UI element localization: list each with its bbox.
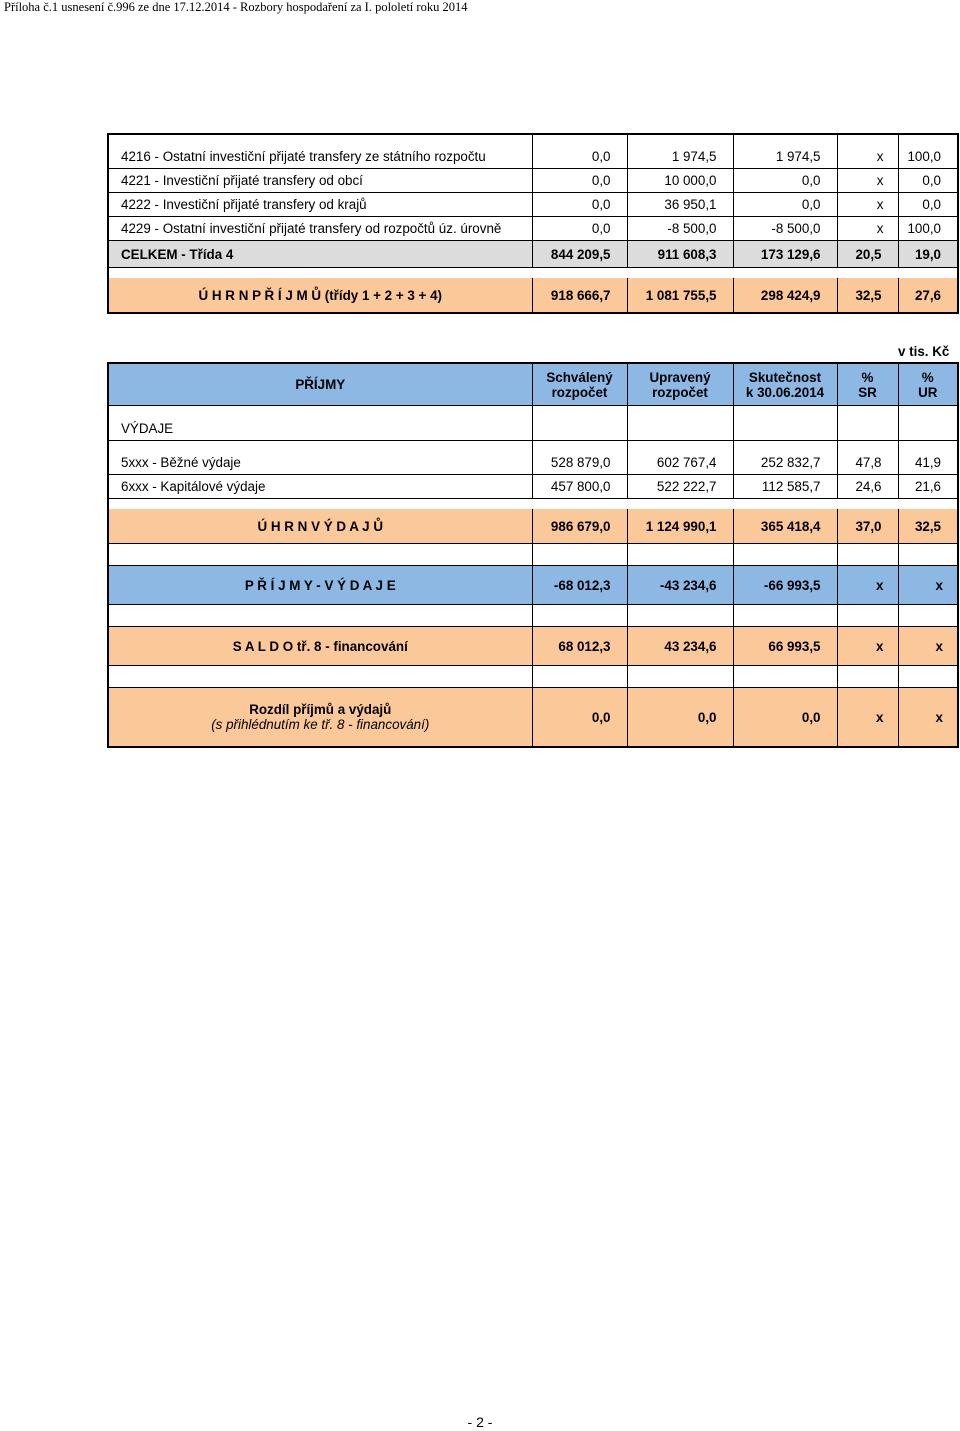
rozdil-label: Rozdíl příjmů a výdajů	[249, 702, 392, 717]
cell-pct-sr: x	[837, 217, 898, 241]
row-label: CELKEM - Třída 4	[108, 241, 532, 268]
cell-sr: 918 666,7	[532, 278, 627, 313]
cell-pct-sr: x	[837, 566, 898, 605]
cell-pct-ur: 32,5	[898, 509, 958, 544]
uhrn-vydaju-row	[108, 509, 958, 544]
celkem-row	[108, 241, 958, 268]
cell-sr: 528 879,0	[532, 451, 627, 475]
cell-pct-sr: x	[837, 193, 898, 217]
header-sr: Schválený rozpočet	[532, 363, 627, 406]
row-label: 6xxx - Kapitálové výdaje	[108, 475, 532, 499]
cell-ur: 522 222,7	[627, 475, 733, 499]
cell-sr: 0,0	[532, 193, 627, 217]
row-label	[108, 688, 532, 748]
spacer-row	[108, 666, 958, 688]
cell-sk: 0,0	[733, 688, 837, 748]
spacer-row	[108, 268, 958, 279]
table-row	[108, 217, 958, 241]
table-row	[108, 451, 958, 475]
header-pct-sr: % SR	[837, 363, 898, 406]
cell-pct-ur: 0,0	[898, 169, 958, 193]
row-label: 4222 - Investiční přijaté transfery od krajů	[108, 193, 532, 217]
cell-pct-sr: 20,5	[837, 241, 898, 268]
cell-sr: 68 012,3	[532, 627, 627, 666]
page-number: - 2 -	[467, 1414, 493, 1430]
cell-ur: 43 234,6	[627, 627, 733, 666]
cell-sk: 252 832,7	[733, 451, 837, 475]
cell-pct-sr: 47,8	[837, 451, 898, 475]
prijmy-vydaje-row	[108, 566, 958, 605]
cell-sk: 0,0	[733, 193, 837, 217]
cell-ur: -43 234,6	[627, 566, 733, 605]
cell-pct-ur: 21,6	[898, 475, 958, 499]
spacer-row	[108, 605, 958, 627]
cell-pct-sr: 24,6	[837, 475, 898, 499]
table-row	[108, 145, 958, 169]
row-label: S A L D O tř. 8 - financování	[108, 627, 532, 666]
cell-sk: -8 500,0	[733, 217, 837, 241]
cell-pct-sr: x	[837, 688, 898, 748]
saldo-row	[108, 627, 958, 666]
cell-pct-sr: 37,0	[837, 509, 898, 544]
cell-pct-sr: x	[837, 627, 898, 666]
cell-sk: 1 974,5	[733, 145, 837, 169]
unit-note: v tis. Kč	[898, 344, 950, 359]
spacer-row	[108, 441, 958, 452]
cell-pct-ur: x	[898, 566, 958, 605]
expense-table	[107, 362, 959, 748]
cell-sk: 112 585,7	[733, 475, 837, 499]
table-row	[108, 169, 958, 193]
row-label: 4221 - Investiční přijaté transfery od obcí	[108, 169, 532, 193]
vydaje-label: VÝDAJE	[108, 406, 532, 441]
rozdil-row	[108, 688, 958, 748]
cell-ur: 1 974,5	[627, 145, 733, 169]
income-table	[107, 133, 959, 314]
cell-sk: 66 993,5	[733, 627, 837, 666]
column-header-row	[108, 363, 958, 406]
cell-sr: 457 800,0	[532, 475, 627, 499]
spacer-row	[108, 134, 958, 145]
cell-ur: 1 124 990,1	[627, 509, 733, 544]
vydaje-row	[108, 406, 958, 441]
cell-ur: 911 608,3	[627, 241, 733, 268]
header-sk: Skutečnost k 30.06.2014	[733, 363, 837, 406]
header-ur: Upravený rozpočet	[627, 363, 733, 406]
cell-pct-ur: 27,6	[898, 278, 958, 313]
header-pct-ur: % UR	[898, 363, 958, 406]
row-label: 5xxx - Běžné výdaje	[108, 451, 532, 475]
cell-sk: 173 129,6	[733, 241, 837, 268]
cell-sr: 986 679,0	[532, 509, 627, 544]
cell-pct-ur: 100,0	[898, 217, 958, 241]
cell-sr: 0,0	[532, 145, 627, 169]
cell-sr: 0,0	[532, 688, 627, 748]
header-prijmy: PŘÍJMY	[108, 363, 532, 406]
cell-pct-ur: 41,9	[898, 451, 958, 475]
spacer-row	[108, 544, 958, 566]
uhrn-prijmu-row	[108, 278, 958, 313]
cell-sr: -68 012,3	[532, 566, 627, 605]
rozdil-note: (s přihlédnutím ke tř. 8 - financování)	[211, 717, 430, 732]
cell-sr: 844 209,5	[532, 241, 627, 268]
cell-sk: 0,0	[733, 169, 837, 193]
document-header: Příloha č.1 usnesení č.996 ze dne 17.12.2014 - Rozbory hospodaření za I. pololetí roku 2014	[4, 0, 468, 14]
cell-pct-ur: 0,0	[898, 193, 958, 217]
cell-ur: -8 500,0	[627, 217, 733, 241]
cell-pct-ur: x	[898, 688, 958, 748]
cell-ur: 1 081 755,5	[627, 278, 733, 313]
table-row	[108, 475, 958, 499]
cell-sr: 0,0	[532, 169, 627, 193]
cell-ur: 602 767,4	[627, 451, 733, 475]
table-row	[108, 193, 958, 217]
cell-sk: -66 993,5	[733, 566, 837, 605]
row-label: 4216 - Ostatní investiční přijaté transfery ze státního rozpočtu	[108, 145, 532, 169]
cell-sk: 298 424,9	[733, 278, 837, 313]
cell-ur: 10 000,0	[627, 169, 733, 193]
cell-ur: 36 950,1	[627, 193, 733, 217]
cell-pct-ur: 19,0	[898, 241, 958, 268]
cell-ur: 0,0	[627, 688, 733, 748]
spacer-row	[108, 499, 958, 510]
cell-pct-ur: 100,0	[898, 145, 958, 169]
cell-sr: 0,0	[532, 217, 627, 241]
cell-pct-sr: x	[837, 145, 898, 169]
cell-pct-sr: 32,5	[837, 278, 898, 313]
row-label: Ú H R N P Ř Í J M Ů (třídy 1 + 2 + 3 + 4)	[108, 278, 532, 313]
row-label: 4229 - Ostatní investiční přijaté transfery od rozpočtů úz. úrovně	[108, 217, 532, 241]
cell-sk: 365 418,4	[733, 509, 837, 544]
cell-pct-sr: x	[837, 169, 898, 193]
cell-pct-ur: x	[898, 627, 958, 666]
row-label: P Ř Í J M Y - V Ý D A J E	[108, 566, 532, 605]
row-label: Ú H R N V Ý D A J Ů	[108, 509, 532, 544]
